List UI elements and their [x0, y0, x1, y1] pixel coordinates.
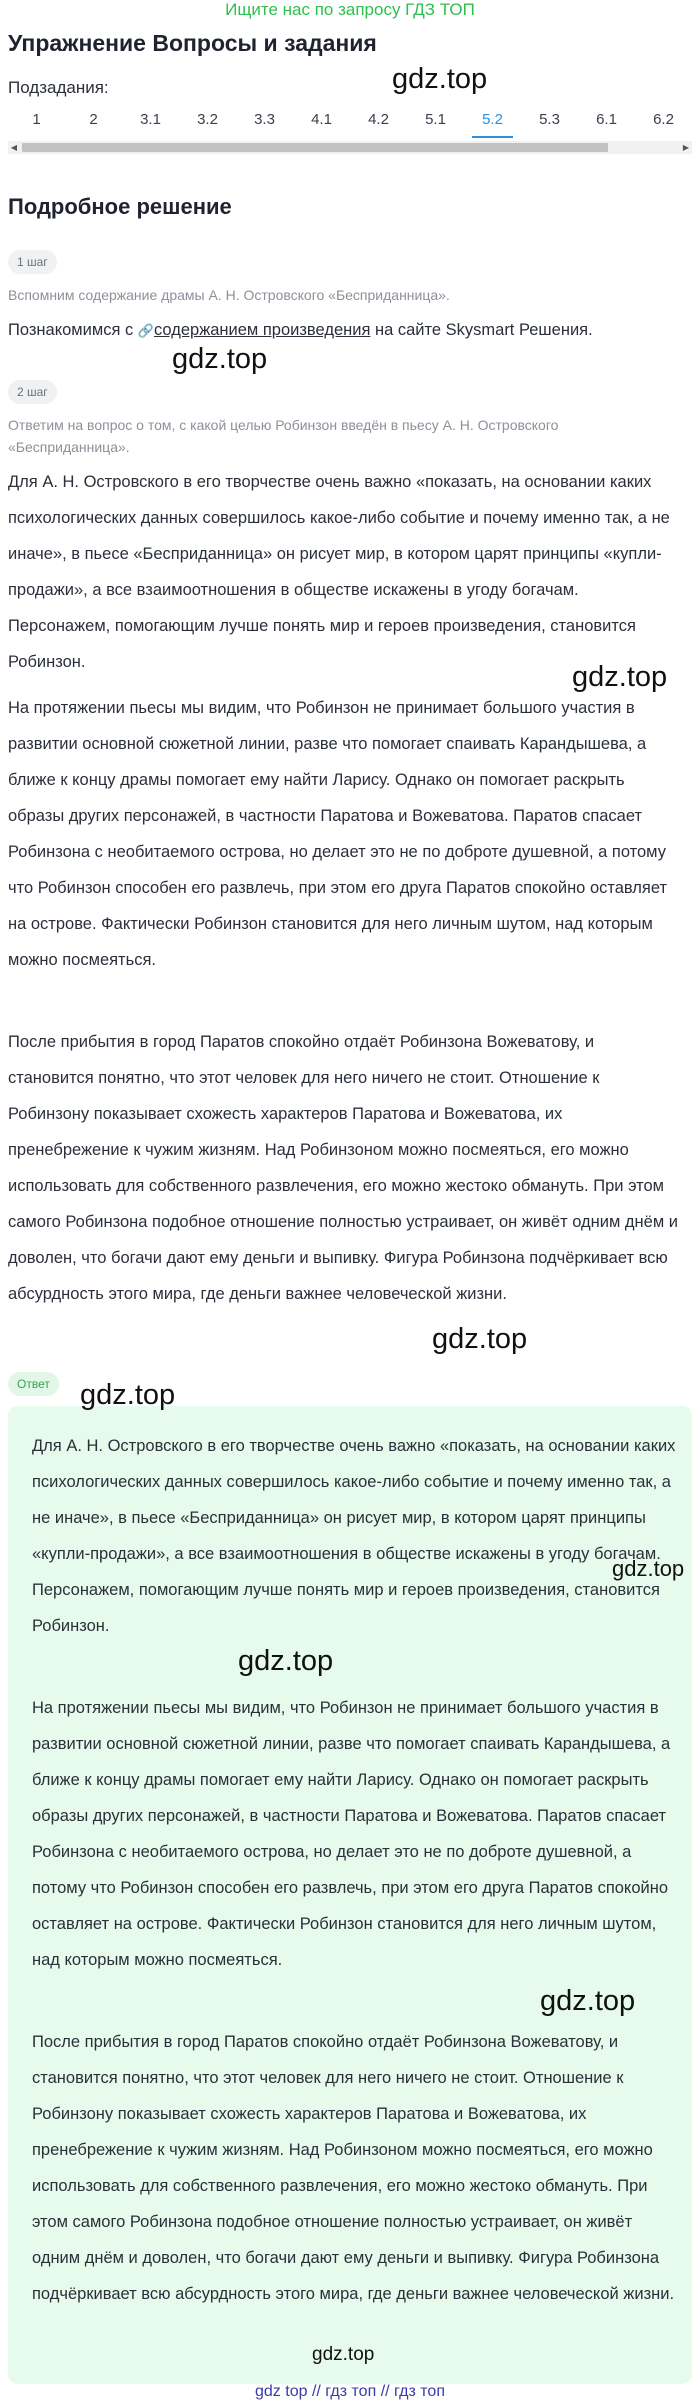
step-1-badge: 1 шаг: [8, 250, 57, 274]
subtasks-label: Подзадания:: [8, 78, 109, 97]
tab-5-3[interactable]: 5.3: [539, 111, 560, 128]
tab-2[interactable]: 2: [89, 111, 98, 128]
answer-paragraph-1: Для А. Н. Островского в его творчестве очень важно «показать, на основании каких психологических данных совершилось какое-либо событие и почему именно так, а не иначе», в пьесе «Бесприданница» он рисует мир, в котором царят принципы «купли-продажи», а все взаимоотношения в обществе искажены в угоду богачам. Персонажем, помогающим лучше понять мир и героев произведения, становится Робинзон.: [32, 1437, 676, 1635]
step-2-note: Ответим на вопрос о том, с какой целью Робинзон введён в пьесу А. Н. Островского «Бесприданница».: [8, 417, 559, 455]
tab-6-2[interactable]: 6.2: [653, 111, 674, 128]
answer-paragraph-2: На протяжении пьесы мы видим, что Робинзон не принимает большого участия в развитии основной сюжетной линии, разве что помогает спаивать Карандышева, а ближе к концу драмы помогает ему найти Ларису. Однако он помогает раскрыть образы других персонажей, в частности Паратова и Вожеватова. Паратов спасает Робинзона с необитаемого острова, но делает это не по доброте душевной, а потому что Робинзон способен его развлечь, при этом его друга Паратов спокойно оставляет на острове. Фактически Робинзон становится для него личным шутом, над которым можно посмеяться.: [32, 1699, 671, 1969]
solution-heading: Подробное решение: [8, 194, 232, 219]
tab-3-1[interactable]: 3.1: [140, 111, 161, 128]
watermark: gdz.top: [392, 63, 488, 95]
step-1-note: Вспомним содержание драмы А. Н. Островского «Бесприданница».: [8, 287, 450, 303]
subtask-tabs: [8, 106, 692, 138]
top-banner: Ищите нас по запросу ГДЗ ТОП: [225, 0, 475, 19]
page-title: Упражнение Вопросы и задания: [8, 30, 377, 56]
watermark: gdz.top: [540, 1985, 636, 2017]
link-icon: 🔗: [137, 323, 154, 338]
tabs-scrollbar[interactable]: [8, 141, 692, 154]
answer-paragraph-3: После прибытия в город Паратов спокойно отдаёт Робинзона Вожеватову, и становится понятно, что этот человек для него ничего не стоит. Отношение к Робинзону показывает схожесть характеров Паратова и Вожеватова, их пренебрежение к чужим жизням. Над Робинзоном можно посмеяться, его можно использовать для собственного развлечения, его можно жестоко обмануть. При этом самого Робинзона подобное отношение полностью устраивает, он живёт одним днём и доволен, что богачи дают ему деньги и выпивку. Фигура Робинзона подчёркивает всю абсурдность этого мира, где деньги важнее человеческой жизни.: [32, 2033, 675, 2303]
step-2-paragraph-1: Для А. Н. Островского в его творчестве очень важно «показать, на основании каких психологических данных совершилось какое-либо событие и почему именно так, а не иначе», в пьесе «Бесприданница» он рисует мир, в котором царят принципы «купли-продажи», а все взаимоотношения в обществе искажены в угоду богачам. Персонажем, помогающим лучше понять мир и героев произведения, становится Робинзон.: [8, 473, 670, 671]
footer-separator: //: [311, 2383, 321, 2400]
content-link[interactable]: содержанием произведения: [153, 321, 371, 339]
answer-box: [8, 1406, 692, 2384]
step-2-paragraph-2: На протяжении пьесы мы видим, что Робинзон не принимает большого участия в развитии основной сюжетной линии, разве что помогает спаивать Карандышева, а ближе к концу драмы помогает ему найти Ларису. Однако он помогает раскрыть образы других персонажей, в частности Паратова и Вожеватова. Паратов спасает Робинзона с необитаемого острова, но делает это не по доброте душевной, а потому что Робинзон способен его развлечь, при этом его друга Паратов спокойно оставляет на острове. Фактически Робинзон становится для него личным шутом, над которым можно посмеяться.: [8, 699, 668, 969]
watermark: gdz.top: [312, 2344, 375, 2365]
tab-4-1[interactable]: 4.1: [311, 111, 332, 128]
step-1-text-after: на сайте Skysmart Решения.: [370, 321, 593, 339]
footer-separator: //: [380, 2383, 390, 2400]
step-2-badge: 2 шаг: [8, 380, 57, 404]
scroll-right-icon[interactable]: ▶: [682, 143, 690, 152]
footer-link[interactable]: гдз топ: [325, 2383, 377, 2400]
tab-1[interactable]: 1: [32, 111, 41, 128]
watermark: gdz.top: [172, 343, 268, 375]
watermark: gdz.top: [572, 661, 668, 693]
step-1-text: [8, 312, 684, 349]
watermark: gdz.top: [432, 1323, 528, 1355]
step-1-text-before: Познакомимся с: [8, 321, 138, 339]
tab-5-2[interactable]: 5.2: [464, 106, 521, 138]
watermark: gdz.top: [612, 1556, 685, 1581]
footer-link[interactable]: gdz top: [255, 2383, 308, 2400]
tab-4-2[interactable]: 4.2: [368, 111, 389, 128]
footer-link[interactable]: гдз топ: [394, 2383, 445, 2400]
scrollbar-thumb[interactable]: [22, 143, 608, 152]
step-2-paragraph-3: После прибытия в город Паратов спокойно отдаёт Робинзона Вожеватову, и становится понятно, что этот человек для него ничего не стоит. Отношение к Робинзону показывает схожесть характеров Паратова и Вожеватова, их пренебрежение к чужим жизням. Над Робинзоном можно посмеяться, его можно использовать для собственного развлечения, его можно жестоко обмануть. При этом самого Робинзона подобное отношение полностью устраивает, он живёт одним днём и доволен, что богачи дают ему деньги и выпивку. Фигура Робинзона подчёркивает всю абсурдность этого мира, где деньги важнее человеческой жизни.: [8, 1033, 678, 1303]
watermark: gdz.top: [238, 1645, 334, 1677]
tab-5-1[interactable]: 5.1: [425, 111, 446, 128]
scroll-left-icon[interactable]: ◀: [10, 143, 18, 152]
answer-badge: Ответ: [8, 1372, 59, 1396]
tab-3-2[interactable]: 3.2: [197, 111, 218, 128]
watermark: gdz.top: [80, 1379, 176, 1411]
tab-3-3[interactable]: 3.3: [254, 111, 275, 128]
footer-links: [0, 2382, 700, 2402]
tab-6-1[interactable]: 6.1: [596, 111, 617, 128]
